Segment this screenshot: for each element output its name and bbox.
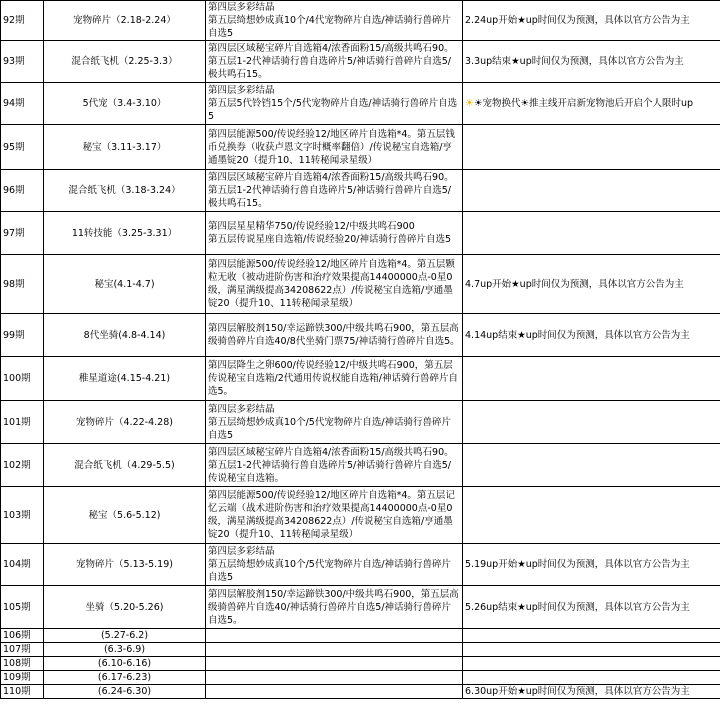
table-row xyxy=(1,671,720,685)
reward-cell: 第四层能源500/传说经验12/地区碎片自选箱*4。第五层记忆云端（战术进阶伤害和治疗效果提高14400000点-0星0级，满星满级提高34208622点）/传说秘宝自选箱/亨通墨锭20（提升10、11转秘闻录星级） xyxy=(206,487,463,544)
event-cell: (6.17-6.23) xyxy=(44,671,206,685)
note-cell xyxy=(463,444,720,487)
event-cell: 混合纸飞机（3.18-3.24） xyxy=(44,170,206,212)
period-cell: 101期 xyxy=(1,401,44,444)
table-row xyxy=(1,125,720,170)
reward-cell: 第四层多彩结晶 第五层绮想妙成真10个/5代宠物碎片自选/神话骑行兽碎片自选5 xyxy=(206,544,463,586)
note-cell xyxy=(463,125,720,170)
table-row xyxy=(1,629,720,643)
note-cell xyxy=(463,401,720,444)
event-cell: (6.10-6.16) xyxy=(44,657,206,671)
period-cell: 96期 xyxy=(1,170,44,212)
reward-cell: 第四层多彩结晶 第五层绮想妙成真10个/4代宠物碎片自选/神话骑行兽碎片自选5 xyxy=(206,1,463,41)
reward-cell: 第四层区域秘宝碎片自选箱4/浓香面粉15/高级共鸣石90。第五层1-2代神话骑行兽自选碎片5/神话骑行兽碎片自选5/传说秘宝自选箱。 xyxy=(206,444,463,487)
reward-cell xyxy=(206,657,463,671)
event-cell: (6.24-6.30) xyxy=(44,685,206,699)
period-cell: 95期 xyxy=(1,125,44,170)
event-cell: 宠物碎片（2.18-2.24） xyxy=(44,1,206,41)
period-cell: 105期 xyxy=(1,586,44,629)
note-cell xyxy=(463,671,720,685)
event-cell: (5.27-6.2) xyxy=(44,629,206,643)
event-cell: 秘宝(4.1-4.7) xyxy=(44,255,206,314)
period-cell: 102期 xyxy=(1,444,44,487)
reward-cell: 第四层区域秘宝碎片自选箱4/浓香面粉15/高级共鸣石90。第五层1-2代神话骑行兽自选碎片5/神话骑行兽碎片自选5/极共鸣石15。 xyxy=(206,41,463,83)
table-row xyxy=(1,685,720,699)
event-cell: 稚星道途(4.15-4.21) xyxy=(44,357,206,401)
note-cell: 4.14up结束★up时间仅为预测，具体以官方公告为主 xyxy=(463,314,720,357)
reward-cell xyxy=(206,643,463,657)
period-cell: 93期 xyxy=(1,41,44,83)
note-cell xyxy=(463,643,720,657)
table-row xyxy=(1,401,720,444)
event-cell: 混合纸飞机（2.25-3.3） xyxy=(44,41,206,83)
reward-cell xyxy=(206,671,463,685)
period-cell: 104期 xyxy=(1,544,44,586)
event-cell: 宠物碎片（5.13-5.19) xyxy=(44,544,206,586)
note-cell xyxy=(463,657,720,671)
table-row xyxy=(1,544,720,586)
reward-cell: 第四层解胶剂150/幸运蹄铁300/中级共鸣石900，第五层高级骑兽碎片自选40/8代坐骑门票75/神话骑行兽碎片自选5。 xyxy=(206,314,463,357)
table-row xyxy=(1,643,720,657)
event-cell: 秘宝（3.11-3.17） xyxy=(44,125,206,170)
reward-cell: 第四层降生之卵600/传说经验12/中级共鸣石900，第五层传说秘宝自选箱/2代通用传说权能自选箱/神话骑行兽碎片自选5。 xyxy=(206,357,463,401)
event-cell: 5代宠（3.4-3.10） xyxy=(44,83,206,125)
table-row xyxy=(1,170,720,212)
table-row xyxy=(1,586,720,629)
period-cell: 97期 xyxy=(1,212,44,255)
event-cell: 11转技能（3.25-3.31） xyxy=(44,212,206,255)
table-row xyxy=(1,444,720,487)
event-cell: 8代坐骑(4.8-4.14) xyxy=(44,314,206,357)
table-row xyxy=(1,41,720,83)
note-cell: 4.7up开始★up时间仅为预测，具体以官方公告为主 xyxy=(463,255,720,314)
period-cell: 106期 xyxy=(1,629,44,643)
note-cell: 6.30up开始★up时间仅为预测，具体以官方公告为主 xyxy=(463,685,720,699)
table-row xyxy=(1,212,720,255)
reward-cell: 第四层星星精华750/传说经验12/中级共鸣石900 第五层传说星座自选箱/传说经验20/神话骑行兽碎片自选5 xyxy=(206,212,463,255)
reward-cell: 第四层能源500/传说经验12/地区碎片自选箱*4。第五层钱币兑换券（收获卢恩文字时概率翻倍）/传说秘宝自选箱/亨通墨锭20（提升10、11转秘闻录星级） xyxy=(206,125,463,170)
note-cell: 3.3up结束★up时间仅为预测，具体以官方公告为主 xyxy=(463,41,720,83)
sun-icon: ☀ xyxy=(465,98,474,109)
note-cell: 5.19up开始★up时间仅为预测，具体以官方公告为主 xyxy=(463,544,720,586)
note-text: ☀宠物换代☀推主线开启新宠物池后开启个人限时up xyxy=(473,98,694,109)
reward-cell: 第四层解胶剂150/幸运蹄铁300/中级共鸣石900，第五层高级骑兽碎片自选40/神话骑行兽碎片自选5/神话骑行兽碎片自选5。 xyxy=(206,586,463,629)
table-row xyxy=(1,657,720,671)
table-row xyxy=(1,357,720,401)
note-cell xyxy=(463,357,720,401)
note-cell xyxy=(463,83,720,125)
period-cell: 107期 xyxy=(1,643,44,657)
reward-cell: 第四层区域秘宝碎片自选箱4/浓香面粉15/高级共鸣石90。第五层1-2代神话骑行兽自选碎片5/神话骑行兽碎片自选5/极共鸣石15。 xyxy=(206,170,463,212)
table-row xyxy=(1,255,720,314)
period-cell: 92期 xyxy=(1,1,44,41)
period-cell: 108期 xyxy=(1,657,44,671)
period-cell: 100期 xyxy=(1,357,44,401)
event-cell: 混合纸飞机（4.29-5.5) xyxy=(44,444,206,487)
table-row xyxy=(1,1,720,41)
table-row xyxy=(1,314,720,357)
reward-cell: 第四层能源500/传说经验12/地区碎片自选箱*4。第五层颗粒无收（被动进阶伤害和治疗效果提高14400000点-0星0级，满星满级提高34208622点）/传说秘宝自选箱/亨通墨锭20（提升10、11转秘闻录星级） xyxy=(206,255,463,314)
event-cell: 坐骑（5.20-5.26) xyxy=(44,586,206,629)
reward-cell: 第四层多彩结晶 第五层绮想妙成真10个/5代宠物碎片自选/神话骑行兽碎片自选5 xyxy=(206,401,463,444)
event-cell: 宠物碎片（4.22-4.28) xyxy=(44,401,206,444)
note-cell xyxy=(463,170,720,212)
event-cell: 秘宝（5.6-5.12) xyxy=(44,487,206,544)
table-row xyxy=(1,487,720,544)
note-cell xyxy=(463,629,720,643)
note-cell xyxy=(463,487,720,544)
period-cell: 103期 xyxy=(1,487,44,544)
period-cell: 109期 xyxy=(1,671,44,685)
period-cell: 110期 xyxy=(1,685,44,699)
reward-cell: 第四层多彩结晶 第五层5代铃铛15个/5代宠物碎片自选/神话骑行兽碎片自选5 xyxy=(206,83,463,125)
period-cell: 99期 xyxy=(1,314,44,357)
event-cell: (6.3-6.9) xyxy=(44,643,206,657)
reward-cell xyxy=(206,685,463,699)
reward-cell xyxy=(206,629,463,643)
period-cell: 98期 xyxy=(1,255,44,314)
note-cell: 2.24up开始★up时间仅为预测，具体以官方公告为主 xyxy=(463,1,720,41)
table-row xyxy=(1,83,720,125)
note-cell xyxy=(463,212,720,255)
period-cell: 94期 xyxy=(1,83,44,125)
note-cell: 5.26up结束★up时间仅为预测，具体以官方公告为主 xyxy=(463,586,720,629)
